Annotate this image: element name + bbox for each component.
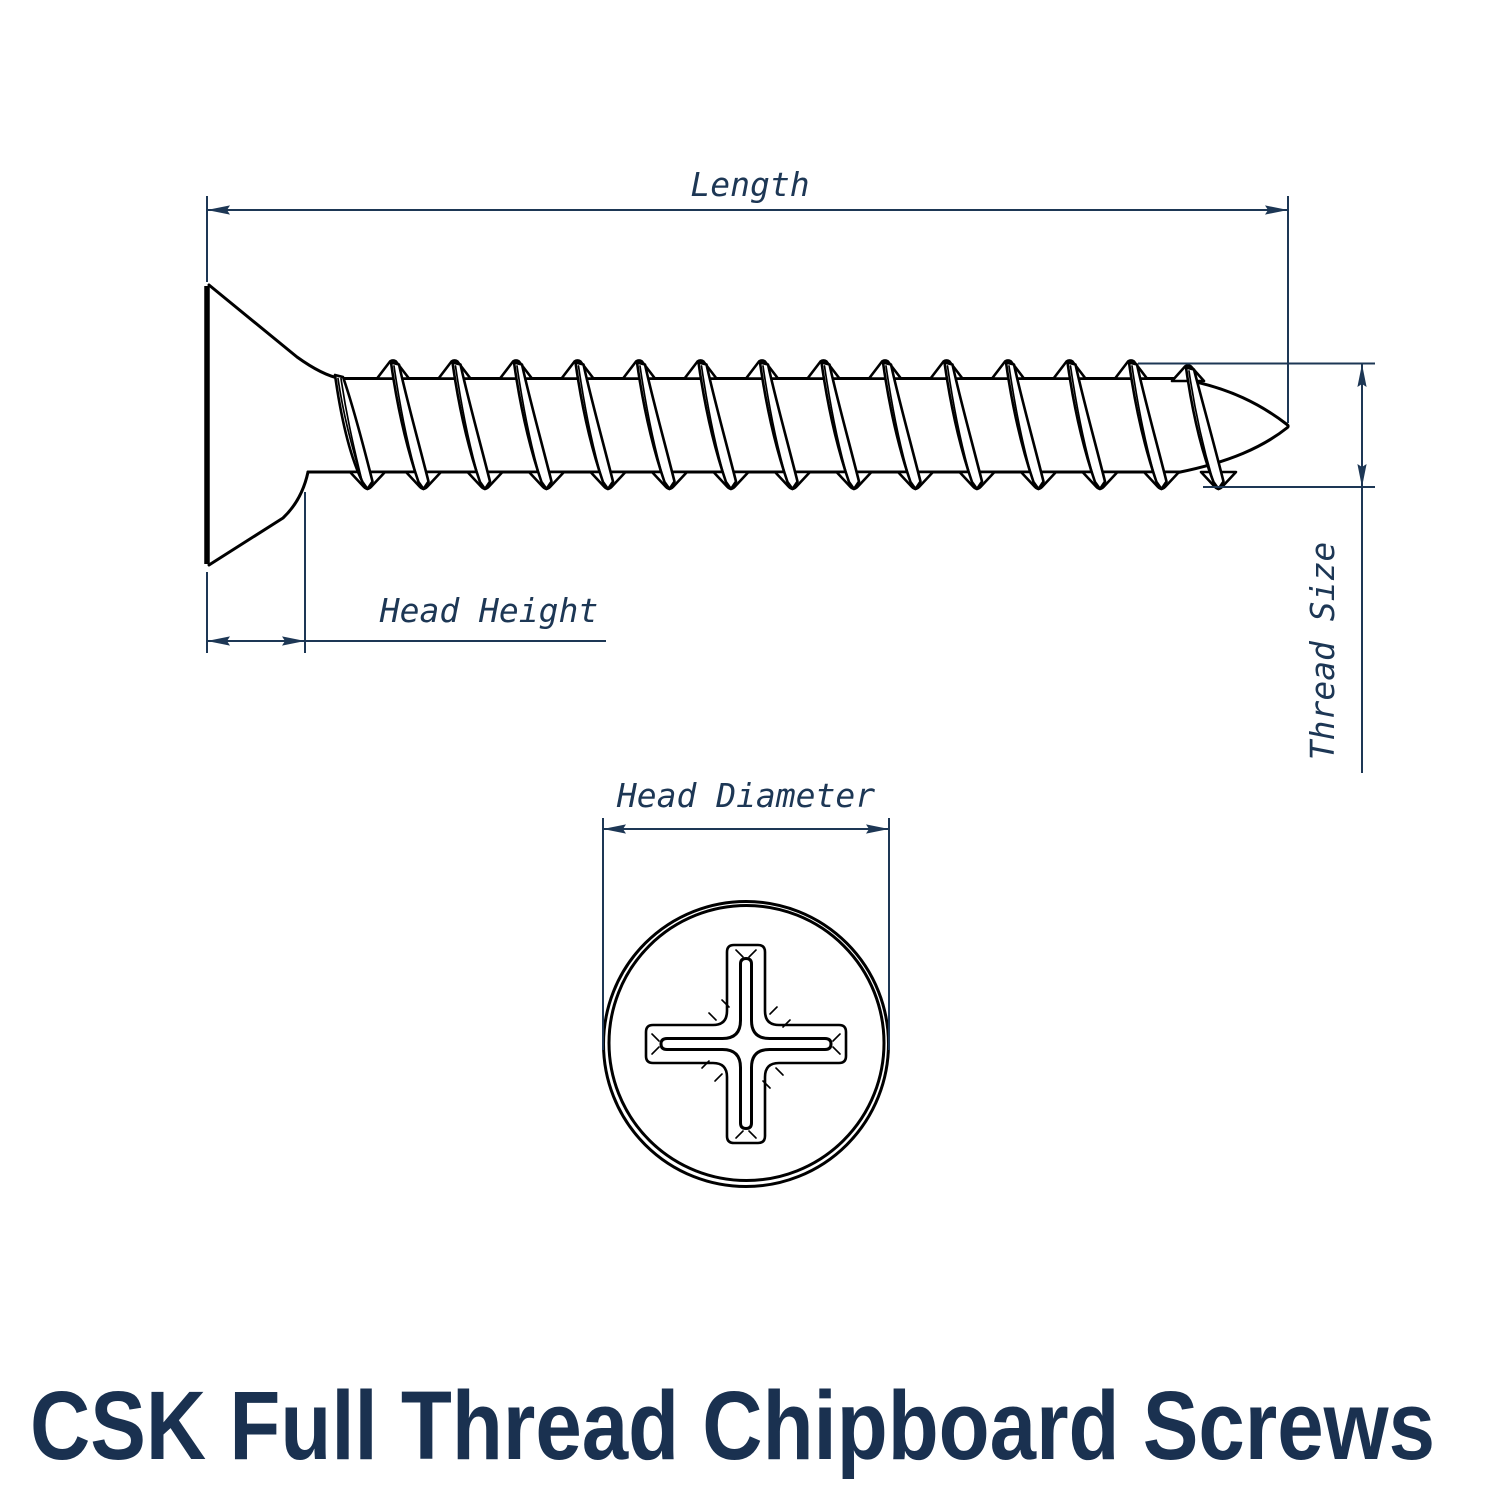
head-diameter-label: Head Diameter	[616, 776, 876, 815]
screw-head-side	[207, 285, 340, 565]
phillips-recess	[646, 945, 846, 1143]
thread-size-label: Thread Size	[1303, 541, 1342, 761]
top-view	[604, 902, 889, 1187]
head-top-edge	[209, 285, 340, 379]
recess-outer-outline	[646, 945, 846, 1143]
arrowhead-left	[207, 205, 230, 214]
arrowhead-right	[1265, 205, 1288, 214]
head-bottom-edge	[209, 472, 308, 565]
arrowhead-down	[1357, 464, 1366, 487]
head-height-label: Head Height	[379, 591, 599, 630]
head-height-dimension	[207, 492, 606, 653]
arrowhead-up	[1357, 364, 1366, 387]
arrowhead-right	[866, 824, 889, 833]
length-dimension	[207, 165, 1288, 423]
length-label: Length	[690, 165, 810, 204]
side-view	[207, 285, 1288, 565]
page-title: CSK Full Thread Chipboard Screws	[30, 1371, 1435, 1480]
arrowhead-right	[282, 636, 305, 645]
arrowhead-left	[207, 636, 230, 645]
thread-size-dimension	[1138, 364, 1375, 774]
screw-shank	[308, 379, 1180, 473]
arrowhead-left	[603, 824, 626, 833]
